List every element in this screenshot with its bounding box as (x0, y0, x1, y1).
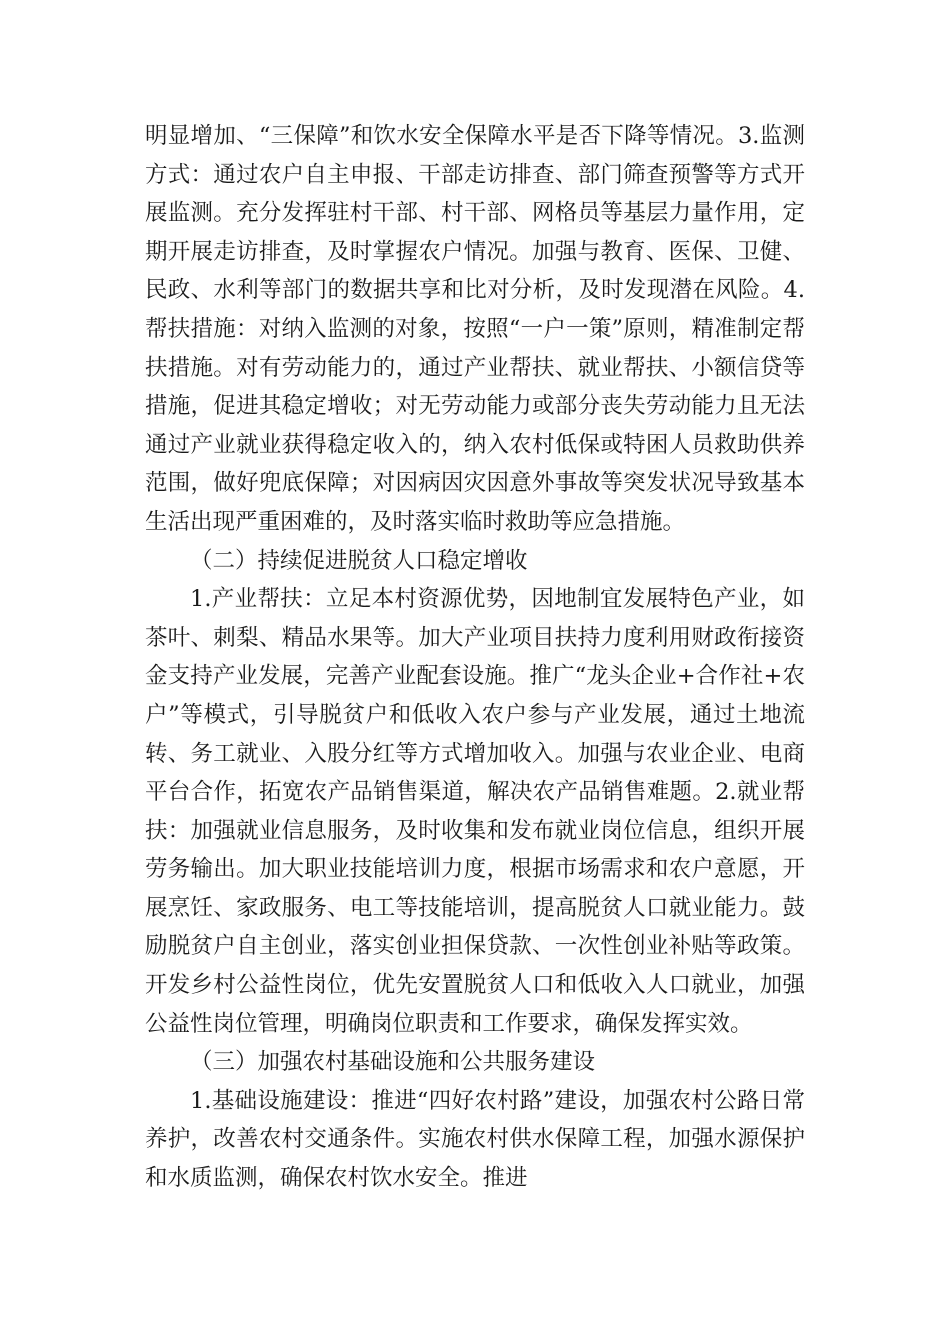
section-heading-3: （三）加强农村基础设施和公共服务建设 (190, 1049, 596, 1076)
paragraph-infrastructure: 1.基础设施建设：推进“四好农村路”建设，加强农村公路日常养护，改善农村交通条件。实施农村供水保障工程，加强水源保护和水质监测，确保农村饮水安全。推进 (145, 1087, 805, 1192)
document-body (145, 117, 805, 1198)
paragraph-monitoring-continued: 明显增加、“三保障”和饮水安全保障水平是否下降等情况。3.监测方式：通过农户自主申报、干部走访排查、部门筛查预警等方式开展监测。充分发挥驻村干部、村干部、网格员等基层力量作用，定期开展走访排查，及时掌握农户情况。加强与教育、医保、卫健、民政、水利等部门的数据共享和比对分析，及时发现潜在风险。4.帮扶措施：对纳入监测的对象，按照“一户一策”原则，精准制定帮扶措施。对有劳动能力的，通过产业帮扶、就业帮扶、小额信贷等措施，促进其稳定增收；对无劳动能力或部分丧失劳动能力且无法通过产业就业获得稳定收入的，纳入农村低保或特困人员救助供养范围，做好兜底保障；对因病因灾因意外事故等突发状况导致基本生活出现严重困难的，及时落实临时救助等应急措施。 (145, 123, 805, 535)
paragraph-income-support: 1.产业帮扶：立足本村资源优势，因地制宜发展特色产业，如茶叶、刺梨、精品水果等。加大产业项目扶持力度利用财政衔接资金支持产业发展，完善产业配套设施。推广“龙头企业+合作社+农户”等模式，引导脱贫户和低收入农户参与产业发展，通过土地流转、务工就业、入股分红等方式增加收入。加强与农业企业、电商平台合作，拓宽农产品销售渠道，解决农产品销售难题。2.就业帮扶：加强就业信息服务，及时收集和发布就业岗位信息，组织开展劳务输出。加大职业技能培训力度，根据市场需求和农户意愿，开展烹饪、家政服务、电工等技能培训，提高脱贫人口就业能力。鼓励脱贫户自主创业，落实创业担保贷款、一次性创业补贴等政策。开发乡村公益性岗位，优先安置脱贫人口和低收入人口就业，加强公益性岗位管理，明确岗位职责和工作要求，确保发挥实效。 (145, 586, 805, 1037)
section-heading-2: （二）持续促进脱贫人口稳定增收 (190, 547, 528, 574)
